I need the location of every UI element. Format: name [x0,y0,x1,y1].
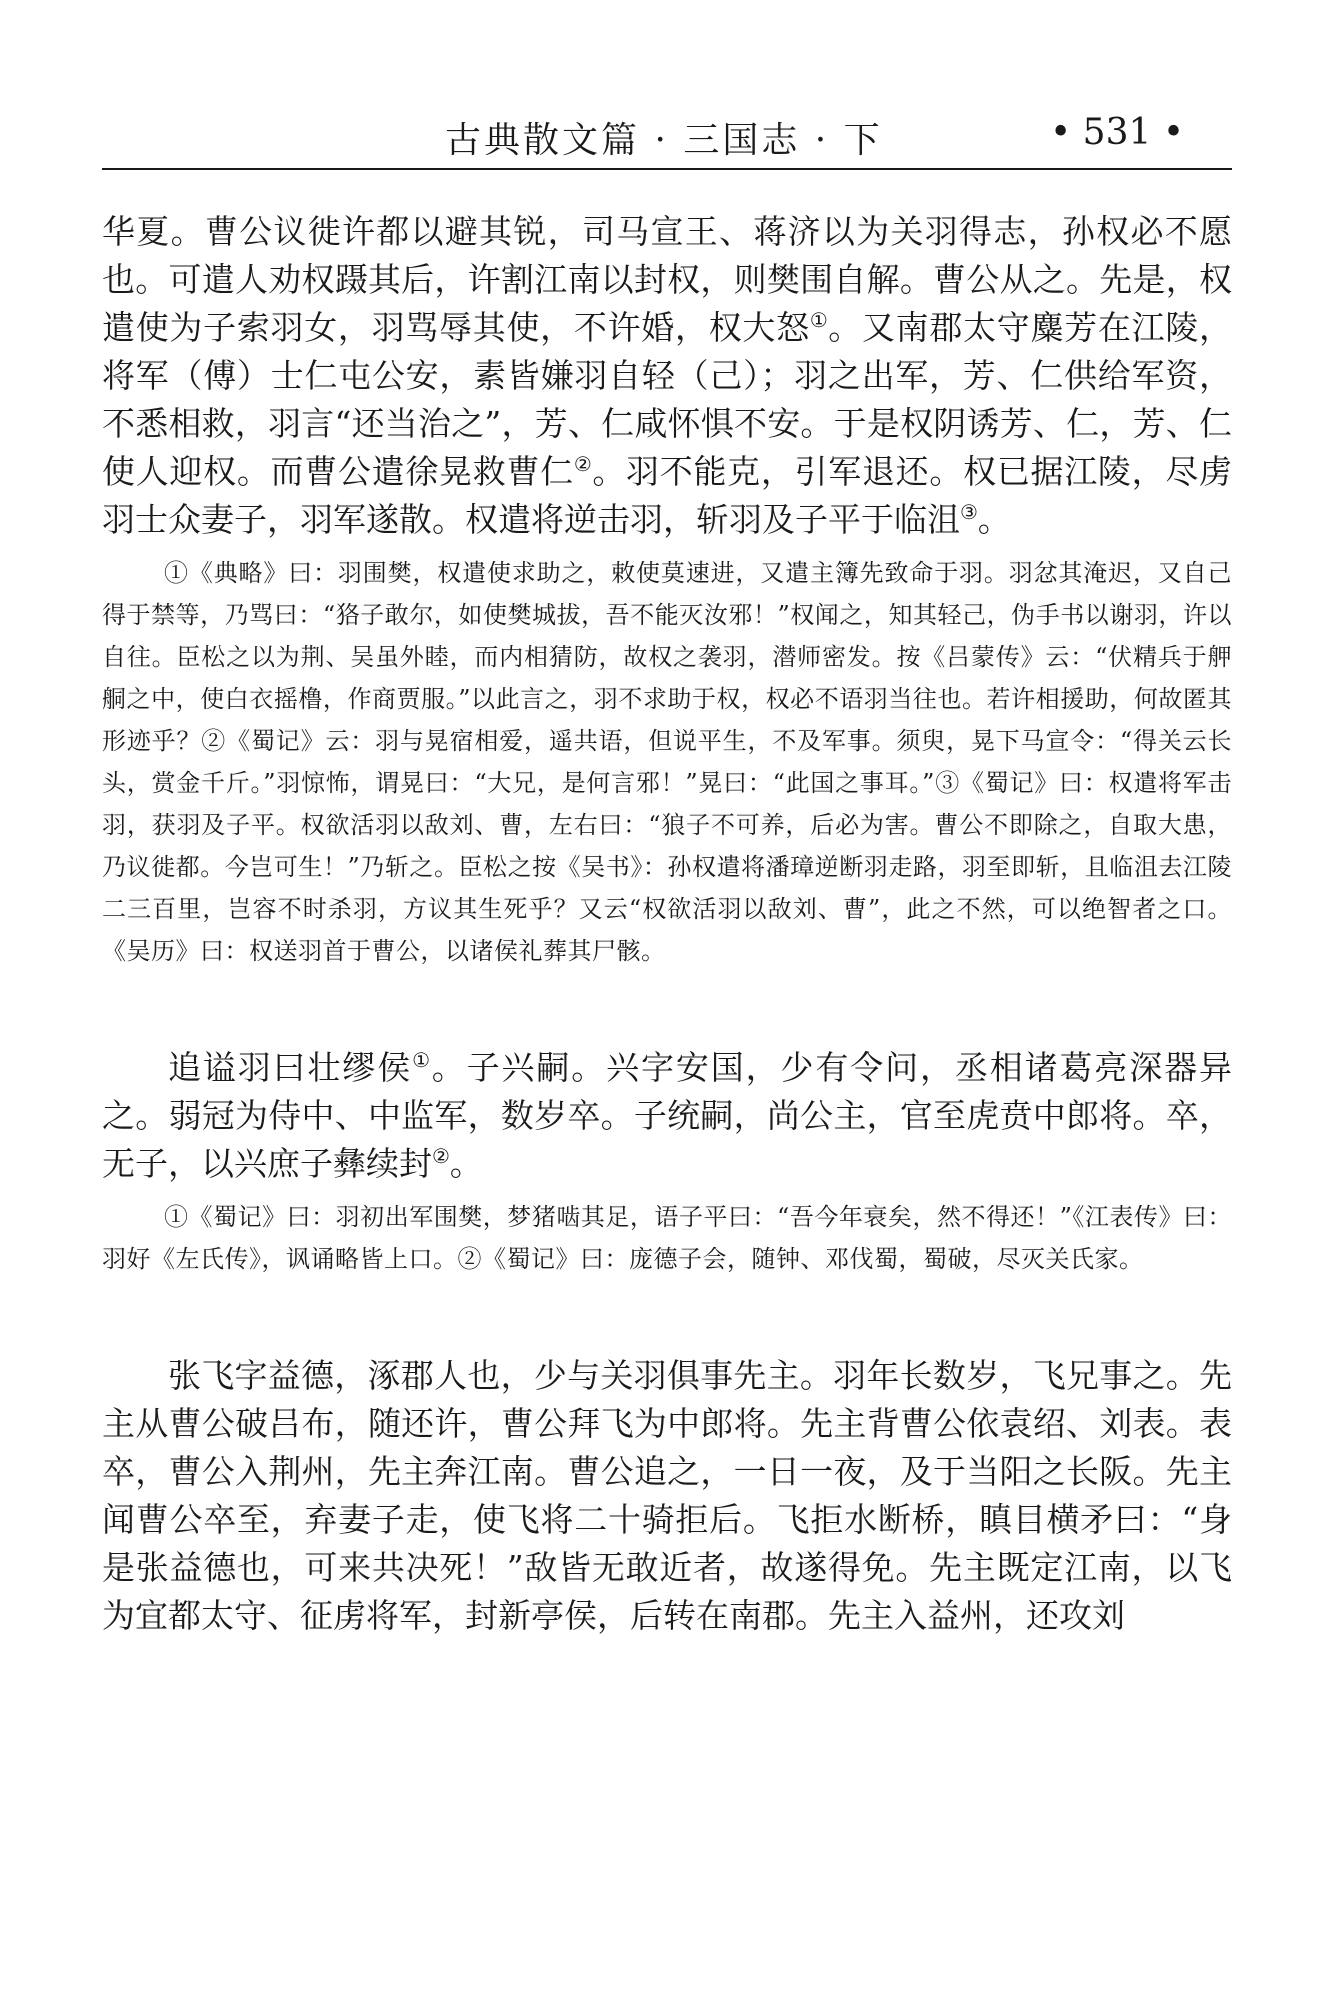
paragraph-text: 。 [449,1144,483,1183]
main-paragraph-1 [102,208,1232,544]
main-paragraph-3: 张飞字益德，涿郡人也，少与关羽俱事先主。羽年长数岁，飞兄事之。先主从曹公破吕布，随还许，曹公拜飞为中郎将。先主背曹公依袁绍、刘表。表卒，曹公入荆州，先主奔江南。曹公追之，一日一夜，及于当阳之长阪。先主闻曹公卒至，弃妻子走，使飞将二十骑拒后。飞拒水断桥，瞋目横矛曰：“身是张益德也，可来共决死！”敌皆无敢近者，故遂得免。先主既定江南，以飞为宜都太守、征虏将军，封新亭侯，后转在南郡。先主入益州，还攻刘 [102,1356,1232,1635]
page-number: • 531 • [1050,112,1185,153]
paragraph-text: 。羽不能克，引军退还。权已据江陵，尽虏羽士众妻子，羽军遂散。权遣将逆击羽，斩羽及子平于临沮 [102,452,1233,539]
main-paragraph-2 [102,1044,1232,1188]
annotation-block-1: ①《典略》曰：羽围樊，权遣使求助之，敕使莫速进，又遣主簿先致命于羽。羽忿其淹迟，又自己得于禁等，乃骂曰：“狢子敢尔，如使樊城拔，吾不能灭汝邪！”权闻之，知其轻己，伪手书以谢羽，许以自往。臣松之以为荆、吴虽外睦，而内相猜防，故权之袭羽，潜师密发。按《吕蒙传》云：“伏精兵于舺𦨴之中，使白衣摇橹，作商贾服。”以此言之，羽不求助于权，权必不语羽当往也。若许相援助，何故匿其形迹乎？②《蜀记》云：羽与晃宿相爱，遥共语，但说平生，不及军事。须臾，晃下马宣令：“得关云长头，赏金千斤。”羽惊怖，谓晃曰：“大兄，是何言邪！”晃曰：“此国之事耳。”③《蜀记》曰：权遣将军击羽，获羽及子平。权欲活羽以敌刘、曹，左右曰：“狼子不可养，后必为害。曹公不即除之，自取大患，乃议徙都。今岂可生！”乃斩之。臣松之按《吴书》：孙权遣将潘璋逆断羽走路，羽至即斩，且临沮去江陵二三百里，岂容不时杀羽，方议其生死乎？又云“权欲活羽以敌刘、曹”，此之不然，可以绝智者之口。《吴历》曰：权送羽首于曹公，以诸侯礼葬其尸骸。 [102,559,1232,965]
header-rule [102,168,1232,170]
running-title: 古典散文篇 · 三国志 · 下 [445,120,883,161]
footnote-marker: ① [412,1049,432,1072]
page-body [102,208,1232,1640]
paragraph-text: 。又南郡太守麋芳在江陵，将军（傅）士仁屯公安，素皆嫌羽自轻（己）；羽之出军，芳、仁供给军资，不悉相救，羽言“还当治之”，芳、仁咸怀惧不安。于是权阴诱芳、仁，芳、仁使人迎权。而曹公遣徐晃救曹仁 [102,308,1233,491]
footnote-marker: ① [809,309,829,332]
paragraph-text: 华夏。曹公议徙许都以避其锐，司马宣王、蒋济以为关羽得志，孙权必不愿也。可遣人劝权蹑其后，许割江南以封权，则樊围自解。曹公从之。先是，权遣使为子索羽女，羽骂辱其使，不许婚，权大怒 [102,212,1232,347]
page-header [0,100,1324,170]
paragraph-text: 。子兴嗣。兴字安国，少有令问，丞相诸葛亮深器异之。弱冠为侍中、中监军，数岁卒。子统嗣，尚公主，官至虎贲中郎将。卒，无子，以兴庶子彝续封 [102,1048,1233,1183]
annotation-block-2: ①《蜀记》曰：羽初出军围樊，梦猪啮其足，语子平曰：“吾今年衰矣，然不得还！”《江表传》曰：羽好《左氏传》，讽诵略皆上口。②《蜀记》曰：庞德子会，随钟、邓伐蜀，蜀破，尽灭关氏家。 [102,1203,1232,1273]
section-gap [102,972,1232,1044]
footnote-marker: ③ [960,501,978,524]
paragraph-text: 。 [977,500,1011,539]
section-gap [102,1280,1232,1352]
footnote-marker: ② [432,1145,450,1168]
paragraph-text: 追谥羽曰壮缪侯 [168,1048,413,1087]
footnote-marker: ② [573,453,593,476]
